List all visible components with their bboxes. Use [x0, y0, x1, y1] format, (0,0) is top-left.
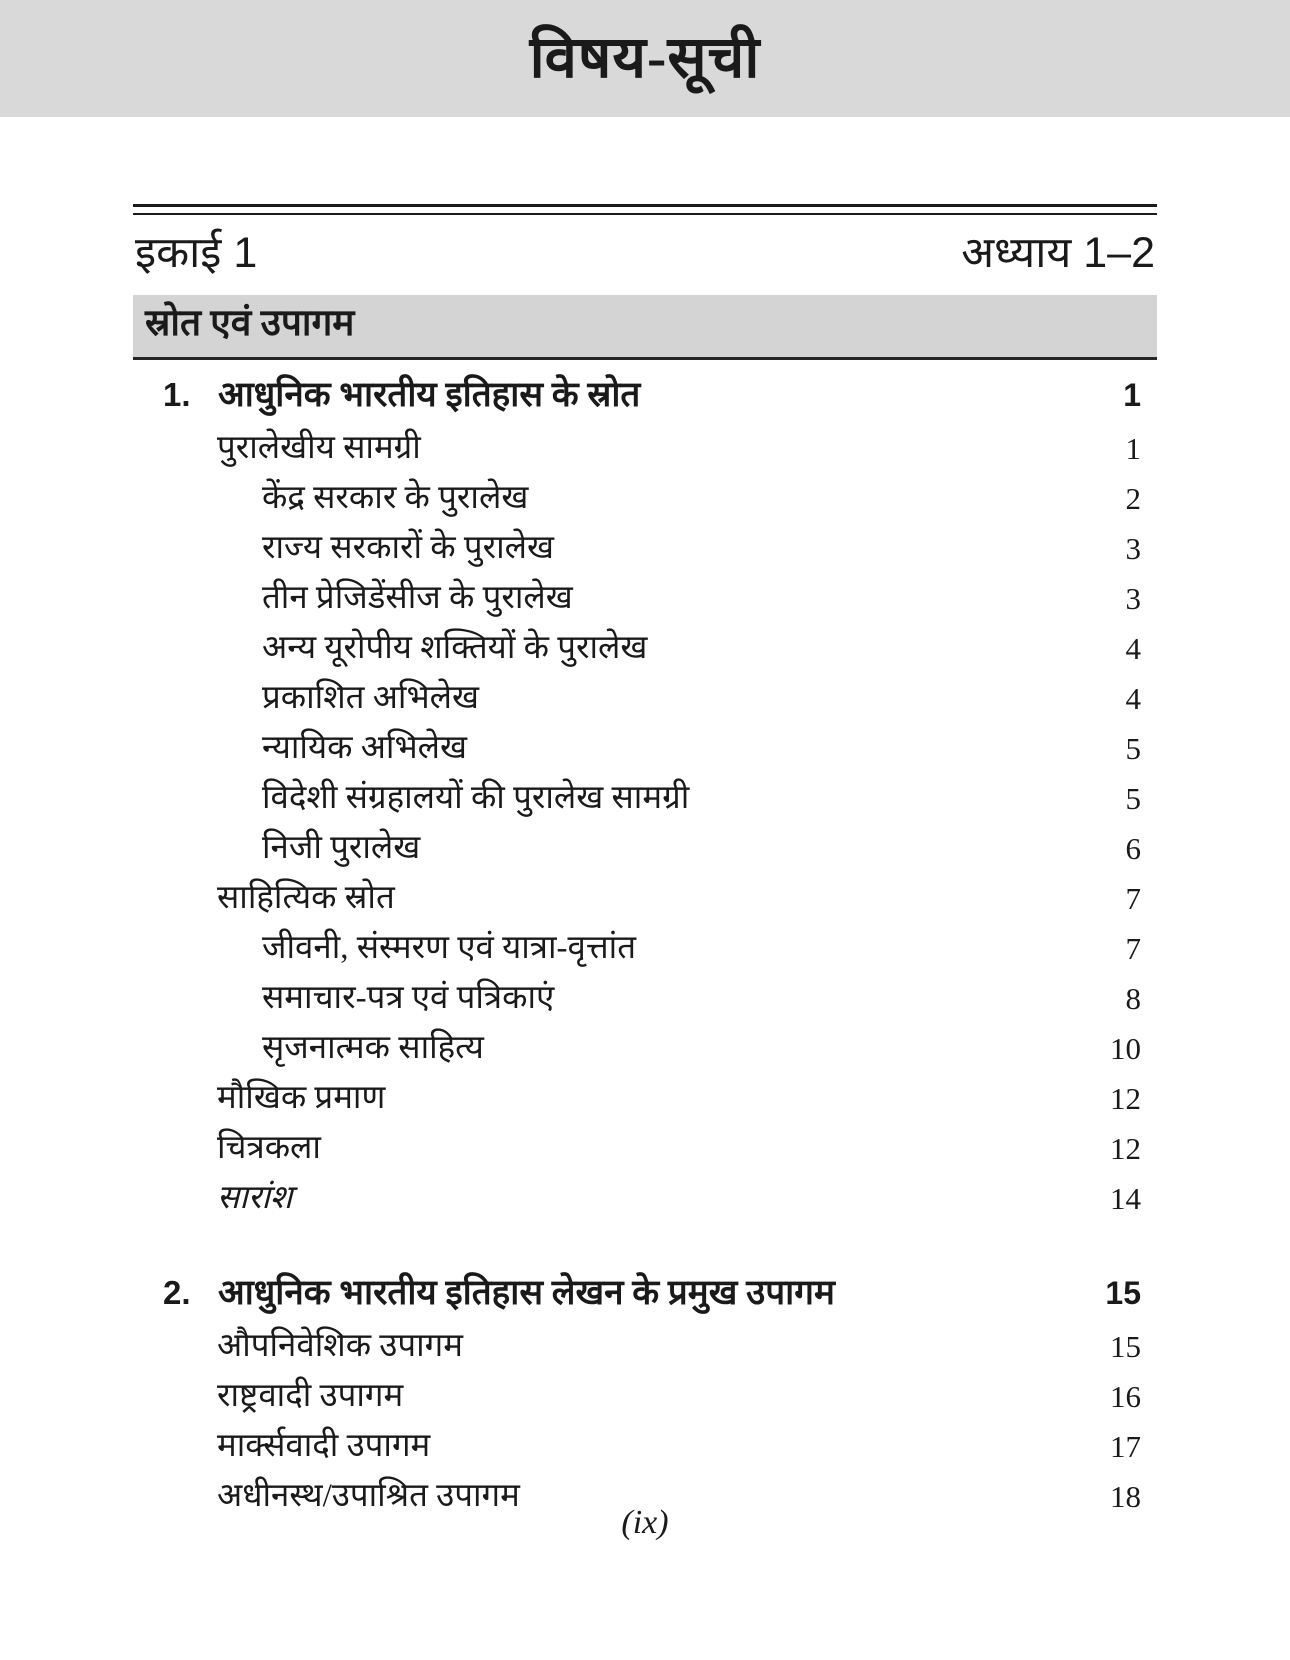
toc-list: [133, 366, 1157, 1522]
toc-entry-page: 15: [1110, 1328, 1141, 1364]
toc-entry-page: 3: [1125, 580, 1141, 616]
chapter-range-label: अध्याय 1–2: [961, 229, 1155, 277]
unit-label: इकाई 1: [135, 229, 258, 277]
toc-entry-page: 2: [1125, 480, 1141, 516]
toc-entry: [133, 1422, 1157, 1472]
toc-entry-page: 12: [1110, 1080, 1141, 1116]
toc-entry-page: 8: [1125, 980, 1141, 1016]
toc-entry-label: राज्य सरकारों के पुरालेख: [262, 530, 555, 567]
toc-entry: [133, 524, 1157, 574]
toc-entry-page: 7: [1125, 930, 1141, 966]
page-title: विषय-सूची: [529, 25, 761, 91]
toc-entry-page: 6: [1125, 830, 1141, 866]
toc-entry-label: सृजनात्मक साहित्य: [262, 1030, 484, 1067]
toc-entry: [133, 1124, 1157, 1174]
toc-entry: [133, 1264, 1157, 1322]
toc-entry-label: तीन प्रेजिडेंसीज के पुरालेख: [262, 580, 573, 617]
toc-entry: [133, 574, 1157, 624]
toc-entry: [133, 674, 1157, 724]
toc-entry: [133, 474, 1157, 524]
toc-entry-label: आधुनिक भारतीय इतिहास लेखन के प्रमुख उपागम: [218, 1273, 835, 1313]
toc-entry-label: अधीनस्थ/उपाश्रित उपागम: [217, 1478, 520, 1515]
toc-entry: [133, 366, 1157, 424]
toc-entry: [133, 1074, 1157, 1124]
toc-entry-page: 1: [1125, 430, 1141, 466]
page-number-footer: (ix): [621, 1504, 669, 1541]
toc-entry-page: 7: [1125, 880, 1141, 916]
toc-entry-number: 1.: [163, 376, 191, 414]
toc-entry: [133, 924, 1157, 974]
top-rule-divider: [133, 204, 1157, 215]
toc-entry-label: औपनिवेशिक उपागम: [217, 1328, 463, 1365]
toc-entry: [133, 1174, 1157, 1224]
toc-entry-page: 10: [1110, 1030, 1141, 1066]
toc-entry-label: मार्क्सवादी उपागम: [217, 1428, 431, 1465]
toc-entry-page: 14: [1110, 1180, 1141, 1216]
section-title: स्रोत एवं उपागम: [145, 302, 355, 344]
toc-entry-page: 1: [1123, 377, 1141, 413]
toc-entry: [133, 424, 1157, 474]
toc-entry-label: न्यायिक अभिलेख: [262, 730, 468, 767]
toc-entry-page: 5: [1125, 780, 1141, 816]
toc-entry-label: प्रकाशित अभिलेख: [262, 680, 480, 717]
toc-entry-label: चित्रकला: [217, 1130, 321, 1167]
toc-entry: [133, 1372, 1157, 1422]
toc-entry: [133, 824, 1157, 874]
toc-entry-page: 4: [1125, 680, 1141, 716]
toc-entry-page: 3: [1125, 530, 1141, 566]
toc-entry-page: 16: [1110, 1378, 1141, 1414]
toc-content: [133, 204, 1157, 1522]
toc-entry-page: 5: [1125, 730, 1141, 766]
page-title-band: [0, 0, 1290, 117]
toc-entry: [133, 1322, 1157, 1372]
toc-entry: [133, 1024, 1157, 1074]
toc-entry-page: 4: [1125, 630, 1141, 666]
toc-entry-page: 15: [1105, 1275, 1141, 1311]
toc-entry-label: राष्ट्रवादी उपागम: [217, 1378, 404, 1415]
toc-entry-label: साहित्यिक स्रोत: [217, 880, 395, 917]
toc-entry-label: आधुनिक भारतीय इतिहास के स्रोत: [218, 375, 641, 415]
toc-entry-page: 18: [1110, 1478, 1141, 1514]
toc-entry-label: केंद्र सरकार के पुरालेख: [262, 480, 529, 517]
toc-entry-label: निजी पुरालेख: [262, 830, 421, 867]
toc-entry: [133, 624, 1157, 674]
toc-entry-label: विदेशी संग्रहालयों की पुरालेख सामग्री: [262, 780, 690, 817]
toc-entry-label: सारांश: [217, 1180, 293, 1217]
toc-entry: [133, 974, 1157, 1024]
toc-entry-number: 2.: [163, 1274, 191, 1312]
toc-entry: [133, 724, 1157, 774]
toc-entry: [133, 874, 1157, 924]
toc-entry-label: पुरालेखीय सामग्री: [217, 430, 421, 467]
toc-entry-label: समाचार-पत्र एवं पत्रिकाएं: [262, 980, 555, 1017]
toc-entry-label: जीवनी, संस्मरण एवं यात्रा-वृत्तांत: [262, 930, 637, 967]
section-title-band: [133, 295, 1157, 360]
toc-entry: [133, 774, 1157, 824]
unit-header-row: [133, 215, 1157, 295]
toc-entry-page: 17: [1110, 1428, 1141, 1464]
toc-entry-page: 12: [1110, 1130, 1141, 1166]
toc-entry-label: अन्य यूरोपीय शक्तियों के पुरालेख: [262, 630, 648, 667]
toc-entry-label: मौखिक प्रमाण: [217, 1080, 386, 1117]
